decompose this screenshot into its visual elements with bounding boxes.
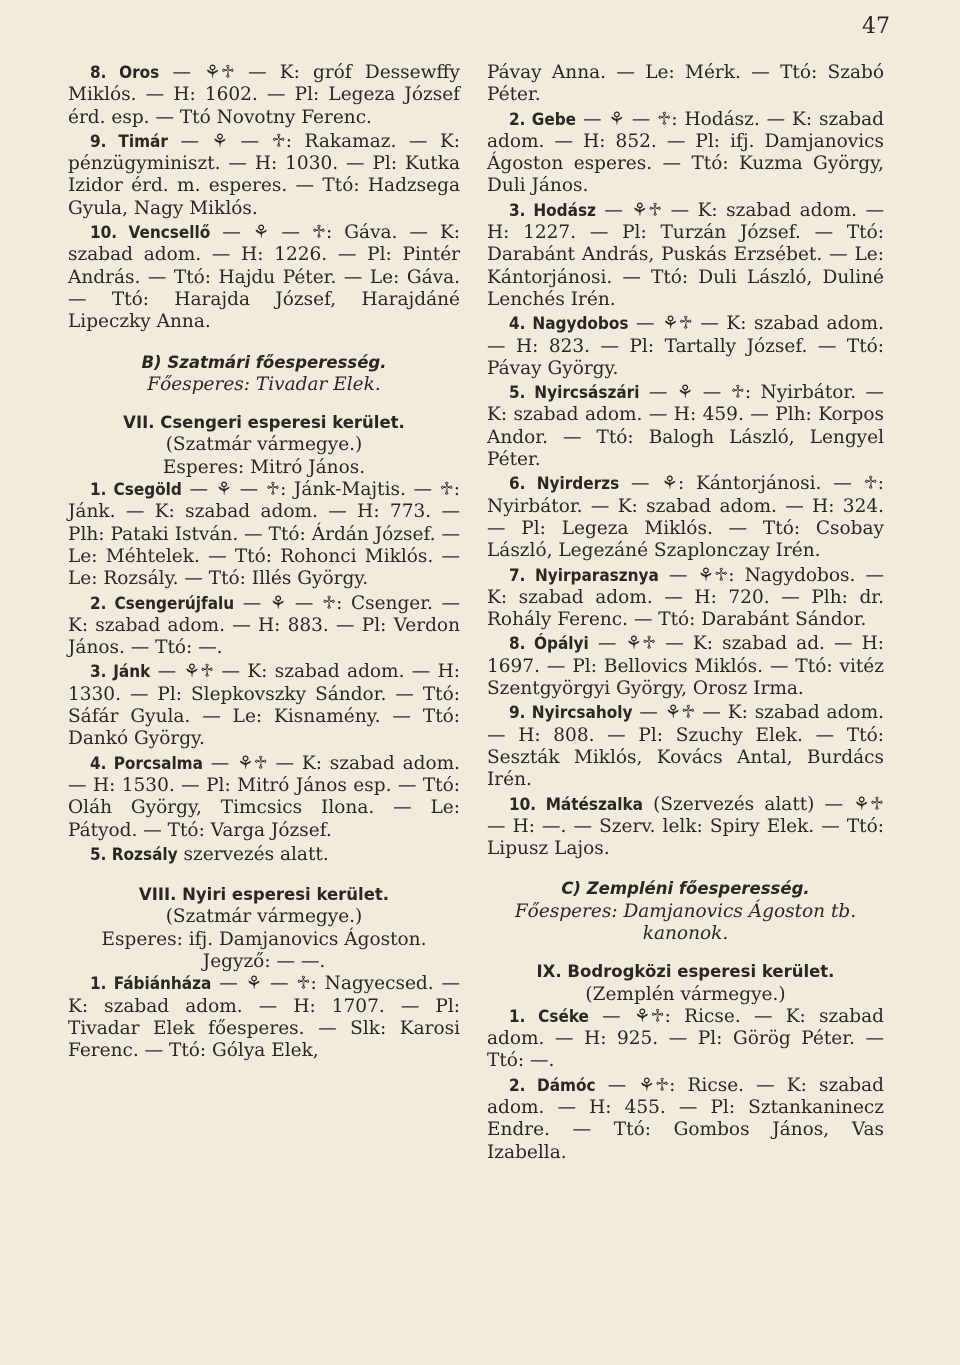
district-viii-title: VIII. Nyiri esperesi kerület.: [138, 885, 390, 905]
parish-name: 5. Rozsály: [90, 844, 178, 865]
parish-entry: [68, 62, 460, 129]
parish-details: — ⚘♱: Ricse. — K: szabad adom. — H: 455. — Pl: Sztankaninecz Endre. — Ttó: Gombos János, Vas Izabella.: [487, 1074, 884, 1163]
parish-name: 3. Hodász: [509, 200, 596, 221]
parish-entry: [487, 473, 884, 562]
section-c-title: C) Zempléni főesperesség.: [561, 879, 810, 899]
parish-entry: [68, 753, 460, 842]
section-c-head: Főesperes: Damjanovics Ágoston tb. kanonok.: [514, 900, 857, 944]
parish-name: 10. Vencsellő: [90, 223, 211, 244]
district-vii-county: (Szatmár vármegye.): [165, 434, 363, 456]
parish-details: — ⚘ — ♱: Csenger. — K: szabad adom. — H: 883. — Pl: Verdon János. — Ttó: —.: [68, 592, 461, 659]
parish-entry: [68, 593, 460, 660]
parish-entry: [487, 702, 884, 791]
parish-details: — ⚘ — ♱: Nyirbátor. — K: szabad adom. — H: 459. — Plh: Korpos Andor. — Ttó: Balogh László, Lengyel Péter.: [487, 382, 884, 471]
parish-details: — ⚘ — ♱: Gáva. — K: szabad adom. — H: 1226. — Pl: Pintér András. — Ttó: Hajdu Péter. — Le: Gáva. — Ttó: Harajda József, Harajdáné Lipeczky Anna.: [68, 222, 460, 333]
parish-details: — ⚘♱: Nagydobos. — K: szabad adom. — H: 720. — Plh: dr. Rohály Ferenc. — Ttó: Darabánt Sándor.: [487, 564, 884, 631]
parish-name: 1. Cséke: [509, 1006, 589, 1027]
parish-entry: [487, 109, 884, 198]
parish-entry: [487, 1075, 884, 1164]
parish-name: 8. Ópályi: [509, 634, 589, 655]
parish-details: (Szervezés alatt) — ⚘♱ — H: —. — Szerv. lelk: Spiry Elek. — Ttó: Lipusz Lajos.: [487, 793, 884, 860]
parish-name: 8. Oros: [90, 63, 160, 83]
parish-details: — ⚘♱ — K: szabad adom. — H: 1530. — Pl: Mitró János esp. — Ttó: Oláh György, Timcsics Ilona. — Le: Pátyod. — Ttó: Varga József.: [68, 752, 461, 841]
parish-name: 2. Csengerújfalu: [90, 593, 235, 614]
district-viii-clerk: Jegyző: — —.: [202, 950, 326, 972]
parish-name: 10. Mátészalka: [509, 794, 643, 815]
parish-name: 2. Gebe: [509, 109, 577, 130]
district-viii-county: (Szatmár vármegye.): [165, 906, 363, 928]
parish-name: 2. Dámóc: [509, 1075, 596, 1096]
parish-name: 4. Porcsalma: [90, 753, 203, 774]
parish-details: — ⚘ — ♱: Hodász. — K: szabad adom. — H: 852. — Pl: ifj. Damjanovics Ágoston esperes. — Ttó: Kuzma György, Duli János.: [487, 108, 884, 197]
parish-details: — ⚘♱ — K: gróf Dessewffy Miklós. — H: 1602. — Pl: Legeza József érd. esp. — Ttó Novotny Ferenc.: [68, 62, 461, 128]
parish-name: 5. Nyircsászári: [509, 383, 640, 404]
parish-name: 1. Csegöld: [90, 480, 182, 501]
district-vii-head: Esperes: Mitró János.: [162, 456, 366, 478]
parish-entry: [68, 973, 460, 1062]
parish-entry: [68, 222, 460, 333]
parish-entry: [68, 131, 460, 220]
parish-entry: [487, 1006, 884, 1073]
parish-entry: [487, 794, 884, 861]
parish-entry: [68, 844, 460, 866]
parish-details: — ⚘♱ — K: szabad adom. — H: 1330. — Pl: Slepkovszky Sándor. — Ttó: Sáfár Gyula. — Le: Kisnamény. — Ttó: Dankó György.: [68, 661, 460, 750]
district-vii-title: VII. Csengeri esperesi kerület.: [123, 413, 405, 433]
parish-name: 7. Nyirparasznya: [509, 565, 659, 586]
parish-details: — ⚘♱ — K: szabad adom. — H: 1227. — Pl: Turzán József. — Ttó: Darabánt András, Puskás Erzsébet. — Le: Kántorjánosi. — Ttó: Duli László, Duliné Lenchés Irén.: [487, 199, 884, 310]
section-b-head: Főesperes: Tivadar Elek.: [147, 373, 381, 395]
parish-details: szervezés alatt.: [177, 843, 329, 865]
district-viii-head: Esperes: ifj. Damjanovics Ágoston.: [101, 928, 427, 950]
district-ix-county: (Zemplén vármegye.): [585, 983, 786, 1005]
continuation-text: Pávay Anna. — Le: Mérk. — Ttó: Szabó Péter.: [487, 62, 884, 106]
parish-name: 9. Timár: [90, 131, 168, 152]
parish-details: — ⚘ — ♱: Rakamaz. — K: pénzügyminiszt. — H: 1030. — Pl: Kutka Izidor érd. m. esperes. — Ttó: Hadzsega Gyula, Nagy Miklós.: [68, 130, 460, 219]
parish-name: 4. Nagydobos: [509, 314, 629, 335]
parish-details: — ⚘: Kántorjánosi. — ♱: Nyirbátor. — K: szabad adom. — H: 324. — Pl: Legeza Miklós. — Ttó: Csobay László, Legezáné Szaplonczay Irén.: [487, 473, 884, 562]
page-number: 47: [862, 14, 890, 39]
parish-entry: [487, 200, 884, 311]
left-column: [68, 62, 460, 1064]
district-ix-title: IX. Bodrogközi esperesi kerület.: [536, 962, 835, 982]
parish-entry: [487, 565, 884, 632]
right-column: [487, 62, 884, 1166]
parish-entry: [487, 633, 884, 700]
parish-name: 9. Nyircsaholy: [509, 703, 633, 724]
section-b-title: B) Szatmári főesperesség.: [141, 352, 387, 372]
parish-details: — ⚘♱ — K: szabad ad. — H: 1697. — Pl: Bellovics Miklós. — Ttó: vitéz Szentgyörgyi György, Orosz Irma.: [487, 633, 885, 700]
parish-details: — ⚘♱: Ricse. — K: szabad adom. — H: 925. — Pl: Görög Péter. — Ttó: —.: [487, 1005, 884, 1072]
parish-entry: [68, 479, 460, 590]
parish-entry: [68, 661, 460, 750]
parish-entry: [487, 313, 884, 380]
parish-name: 1. Fábiánháza: [90, 974, 212, 995]
parish-entry: [487, 382, 884, 471]
parish-details: — ⚘ — ♱: Jánk-Majtis. — ♱: Jánk. — K: szabad adom. — H: 773. — Plh: Pataki István. — Ttó: Árdán József. — Le: Méhtelek. — Ttó: Rohonci Miklós. — Le: Rozsály. — Ttó: Illés György.: [68, 479, 460, 590]
parish-details: — ⚘♱ — K: szabad adom. — H: 808. — Pl: Szuchy Elek. — Ttó: Seszták Miklós, Kovács Antal, Burdács Irén.: [487, 702, 884, 791]
parish-details: — ⚘♱ — K: szabad adom. — H: 823. — Pl: Tartally József. — Ttó: Pávay György.: [487, 313, 884, 379]
parish-name: 6. Nyirderzs: [509, 474, 620, 495]
parish-name: 3. Jánk: [90, 662, 151, 683]
parish-details: — ⚘ — ♱: Nagyecsed. — K: szabad adom. — H: 1707. — Pl: Tivadar Elek főesperes. — Slk: Karosi Ferenc. — Ttó: Gólya Elek,: [68, 973, 460, 1062]
